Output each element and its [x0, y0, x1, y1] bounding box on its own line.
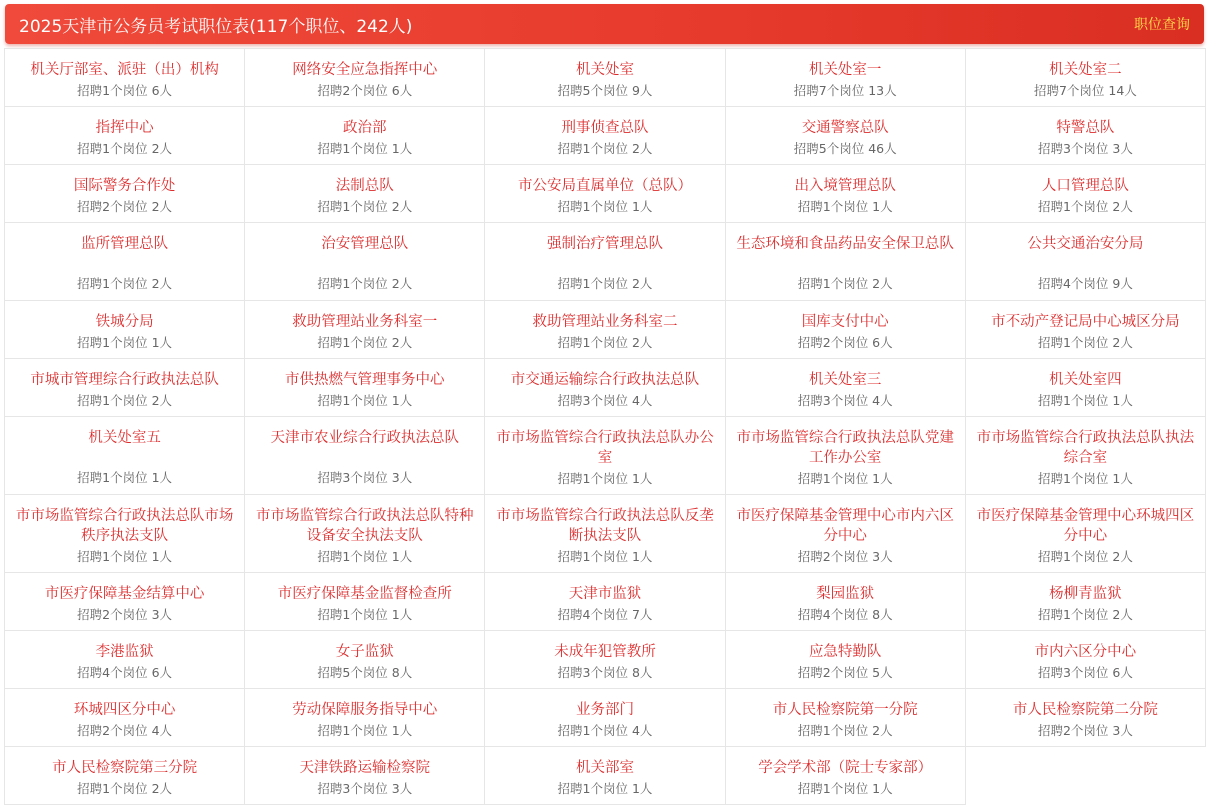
unit-cell	[5, 165, 245, 223]
unit-name-link[interactable]: 市供热燃气管理事务中心	[285, 372, 445, 388]
unit-name-link[interactable]: 政治部	[343, 120, 387, 136]
unit-cell	[966, 417, 1206, 495]
unit-cell	[245, 359, 485, 417]
unit-cell	[726, 573, 966, 631]
unit-name-link[interactable]: 天津铁路运输检察院	[299, 760, 431, 776]
unit-recruit-info: 招聘1个岗位 1人	[317, 549, 413, 564]
unit-name-link[interactable]: 市人民检察院第三分院	[52, 760, 198, 776]
unit-recruit-info: 招聘7个岗位 14人	[1033, 83, 1137, 98]
unit-recruit-info: 招聘1个岗位 6人	[77, 83, 173, 98]
unit-recruit-info: 招聘1个岗位 2人	[557, 141, 653, 156]
unit-recruit-info: 招聘3个岗位 8人	[557, 665, 653, 680]
unit-cell	[5, 417, 245, 495]
unit-recruit-info: 招聘1个岗位 1人	[557, 199, 653, 214]
unit-recruit-info: 招聘1个岗位 1人	[317, 607, 413, 622]
unit-name-link[interactable]: 杨柳青监狱	[1049, 586, 1122, 602]
unit-name-link[interactable]: 国际警务合作处	[73, 178, 176, 194]
unit-recruit-info: 招聘3个岗位 3人	[317, 470, 413, 485]
unit-name-link[interactable]: 网络安全应急指挥中心	[292, 62, 438, 78]
unit-cell	[966, 495, 1206, 573]
unit-recruit-info: 招聘1个岗位 2人	[77, 393, 173, 408]
unit-name-link[interactable]: 指挥中心	[95, 120, 154, 136]
unit-name-link[interactable]: 业务部门	[575, 702, 634, 718]
unit-cell	[726, 107, 966, 165]
unit-recruit-info: 招聘1个岗位 2人	[1037, 549, 1133, 564]
unit-name-link[interactable]: 机关处室五	[88, 430, 161, 446]
unit-name-link[interactable]: 机关处室三	[808, 372, 882, 388]
unit-recruit-info: 招聘1个岗位 2人	[557, 335, 653, 350]
unit-name-link[interactable]: 法制总队	[335, 178, 394, 194]
unit-cell	[5, 747, 245, 805]
unit-name-link[interactable]: 市内六区分中心	[1034, 644, 1137, 660]
unit-recruit-info: 招聘2个岗位 6人	[797, 335, 893, 350]
unit-cell	[726, 223, 966, 301]
unit-cell	[726, 631, 966, 689]
unit-cell	[966, 689, 1206, 747]
unit-name-link[interactable]: 市市场监管综合行政执法总队特种设备安全执法支队	[256, 508, 474, 544]
unit-cell	[5, 301, 245, 359]
unit-name-link[interactable]: 应急特勤队	[808, 644, 882, 660]
unit-name-link[interactable]: 交通警察总队	[801, 120, 889, 136]
unit-recruit-info: 招聘1个岗位 1人	[77, 549, 173, 564]
unit-recruit-info: 招聘1个岗位 1人	[797, 471, 893, 486]
unit-name-link[interactable]: 特警总队	[1056, 120, 1115, 136]
unit-recruit-info: 招聘1个岗位 1人	[557, 549, 653, 564]
unit-name-link[interactable]: 未成年犯管教所	[554, 644, 656, 660]
unit-cell	[726, 689, 966, 747]
unit-recruit-info: 招聘1个岗位 2人	[797, 276, 893, 291]
unit-cell	[485, 573, 725, 631]
unit-cell	[485, 689, 725, 747]
unit-recruit-info: 招聘1个岗位 2人	[1037, 199, 1133, 214]
unit-recruit-info: 招聘1个岗位 2人	[77, 781, 173, 796]
unit-name-link[interactable]: 机关厅部室、派驻（出）机构	[30, 62, 219, 78]
unit-recruit-info: 招聘1个岗位 1人	[797, 781, 893, 796]
unit-recruit-info: 招聘2个岗位 5人	[797, 665, 893, 680]
unit-cell	[726, 301, 966, 359]
unit-recruit-info: 招聘7个岗位 13人	[793, 83, 897, 98]
unit-cell	[966, 573, 1206, 631]
unit-name-link[interactable]: 市市场监管综合行政执法总队党建工作办公室	[736, 430, 954, 466]
unit-recruit-info: 招聘5个岗位 46人	[793, 141, 897, 156]
unit-recruit-info: 招聘1个岗位 1人	[77, 335, 173, 350]
unit-cell	[485, 301, 725, 359]
unit-name-link[interactable]: 机关处室四	[1049, 372, 1122, 388]
unit-recruit-info: 招聘3个岗位 6人	[1037, 665, 1133, 680]
unit-name-link[interactable]: 机关处室二	[1049, 62, 1122, 78]
unit-cell	[485, 359, 725, 417]
unit-name-link[interactable]: 环城四区分中心	[73, 702, 176, 718]
unit-name-link[interactable]: 市人民检察院第二分院	[1012, 702, 1158, 718]
unit-cell	[245, 495, 485, 573]
unit-cell	[485, 495, 725, 573]
unit-recruit-info: 招聘3个岗位 3人	[317, 781, 413, 796]
unit-cell	[726, 359, 966, 417]
unit-recruit-info: 招聘5个岗位 9人	[557, 83, 653, 98]
unit-recruit-info: 招聘3个岗位 3人	[1037, 141, 1133, 156]
unit-recruit-info: 招聘1个岗位 1人	[317, 393, 413, 408]
unit-recruit-info: 招聘1个岗位 1人	[1037, 471, 1133, 486]
unit-cell	[5, 223, 245, 301]
unit-recruit-info: 招聘1个岗位 2人	[77, 276, 173, 291]
page-title: 2025天津市公务员考试职位表(117个职位、242人)	[19, 16, 413, 37]
unit-name-link[interactable]: 市市场监管综合行政执法总队市场秩序执法支队	[15, 508, 234, 544]
unit-recruit-info: 招聘3个岗位 4人	[557, 393, 653, 408]
unit-recruit-info: 招聘1个岗位 1人	[77, 470, 173, 485]
unit-name-link[interactable]: 天津市农业综合行政执法总队	[270, 430, 460, 446]
unit-name-link[interactable]: 监所管理总队	[81, 236, 169, 252]
unit-recruit-info: 招聘1个岗位 2人	[797, 723, 893, 738]
unit-cell	[966, 165, 1206, 223]
empty-cell	[966, 747, 1206, 805]
unit-name-link[interactable]: 天津市监狱	[568, 586, 642, 602]
unit-name-link[interactable]: 刑事侦查总队	[561, 120, 649, 136]
unit-cell	[245, 573, 485, 631]
unit-name-link[interactable]: 公共交通治安分局	[1027, 236, 1144, 252]
unit-cell	[485, 223, 725, 301]
unit-name-link[interactable]: 市市场监管综合行政执法总队反垄断执法支队	[496, 508, 714, 544]
position-grid	[4, 48, 1206, 805]
unit-cell	[5, 689, 245, 747]
unit-recruit-info: 招聘4个岗位 9人	[1037, 276, 1133, 291]
unit-cell	[245, 417, 485, 495]
unit-name-link[interactable]: 铁城分局	[95, 314, 154, 330]
unit-cell	[485, 747, 725, 805]
unit-cell	[5, 631, 245, 689]
unit-cell	[5, 49, 245, 107]
position-query-link[interactable]: 职位查询	[1134, 17, 1190, 33]
unit-cell	[245, 49, 485, 107]
unit-cell	[966, 223, 1206, 301]
unit-name-link[interactable]: 李港监狱	[95, 644, 154, 660]
unit-cell	[966, 359, 1206, 417]
unit-cell	[245, 107, 485, 165]
unit-name-link[interactable]: 市不动产登记局中心城区分局	[991, 314, 1180, 330]
unit-name-link[interactable]: 市医疗保障基金监督检查所	[277, 586, 452, 602]
unit-cell	[966, 49, 1206, 107]
unit-name-link[interactable]: 治安管理总队	[321, 236, 409, 252]
unit-cell	[726, 747, 966, 805]
unit-cell	[726, 49, 966, 107]
unit-cell	[245, 631, 485, 689]
unit-cell	[485, 631, 725, 689]
unit-recruit-info: 招聘2个岗位 2人	[77, 199, 173, 214]
unit-recruit-info: 招聘1个岗位 4人	[557, 723, 653, 738]
unit-cell	[485, 417, 725, 495]
unit-cell	[485, 165, 725, 223]
unit-recruit-info: 招聘1个岗位 2人	[557, 276, 653, 291]
unit-recruit-info: 招聘3个岗位 4人	[797, 393, 893, 408]
unit-cell	[245, 747, 485, 805]
unit-name-link[interactable]: 国库支付中心	[801, 314, 889, 330]
unit-cell	[245, 301, 485, 359]
unit-name-link[interactable]: 市公安局直属单位（总队）	[517, 178, 692, 194]
unit-cell	[726, 165, 966, 223]
unit-recruit-info: 招聘1个岗位 1人	[317, 141, 413, 156]
unit-cell	[966, 631, 1206, 689]
unit-name-link[interactable]: 市市场监管综合行政执法总队执法综合室	[976, 430, 1195, 466]
unit-cell	[5, 107, 245, 165]
unit-recruit-info: 招聘1个岗位 2人	[317, 335, 413, 350]
unit-cell	[726, 495, 966, 573]
unit-name-link[interactable]: 市医疗保障基金管理中心市内六区分中心	[736, 508, 954, 544]
unit-recruit-info: 招聘1个岗位 1人	[797, 199, 893, 214]
unit-cell	[966, 301, 1206, 359]
unit-recruit-info: 招聘5个岗位 8人	[317, 665, 413, 680]
unit-name-link[interactable]: 学会学术部（院士专家部）	[758, 760, 933, 776]
unit-recruit-info: 招聘2个岗位 3人	[1037, 723, 1133, 738]
unit-recruit-info: 招聘2个岗位 3人	[797, 549, 893, 564]
unit-name-link[interactable]: 机关处室	[575, 62, 634, 78]
unit-cell	[245, 223, 485, 301]
unit-recruit-info: 招聘1个岗位 2人	[1037, 335, 1133, 350]
unit-recruit-info: 招聘2个岗位 6人	[317, 83, 413, 98]
unit-name-link[interactable]: 人口管理总队	[1041, 178, 1129, 194]
unit-name-link[interactable]: 市医疗保障基金结算中心	[44, 586, 205, 602]
unit-name-link[interactable]: 市人民检察院第一分院	[772, 702, 918, 718]
unit-name-link[interactable]: 机关处室一	[808, 62, 882, 78]
unit-cell	[5, 573, 245, 631]
unit-name-link[interactable]: 救助管理站业务科室二	[532, 314, 678, 330]
unit-name-link[interactable]: 女子监狱	[335, 644, 394, 660]
unit-name-link[interactable]: 生态环境和食品药品安全保卫总队	[736, 236, 954, 252]
unit-cell	[485, 49, 725, 107]
unit-recruit-info: 招聘1个岗位 1人	[557, 471, 653, 486]
unit-cell	[5, 359, 245, 417]
unit-cell	[485, 107, 725, 165]
page-header	[5, 4, 1204, 44]
unit-recruit-info: 招聘4个岗位 7人	[557, 607, 653, 622]
unit-name-link[interactable]: 市市场监管综合行政执法总队办公室	[496, 430, 714, 466]
unit-recruit-info: 招聘1个岗位 2人	[317, 276, 413, 291]
unit-recruit-info: 招聘1个岗位 2人	[77, 141, 173, 156]
unit-name-link[interactable]: 救助管理站业务科室一	[292, 314, 438, 330]
unit-name-link[interactable]: 市医疗保障基金管理中心环城四区分中心	[976, 508, 1195, 544]
unit-recruit-info: 招聘1个岗位 1人	[317, 723, 413, 738]
unit-recruit-info: 招聘2个岗位 4人	[77, 723, 173, 738]
unit-cell	[5, 495, 245, 573]
unit-recruit-info: 招聘1个岗位 2人	[1037, 607, 1133, 622]
unit-name-link[interactable]: 梨园监狱	[816, 586, 875, 602]
unit-name-link[interactable]: 强制治疗管理总队	[546, 236, 663, 252]
unit-cell	[726, 417, 966, 495]
unit-cell	[245, 165, 485, 223]
unit-name-link[interactable]: 出入境管理总队	[794, 178, 896, 194]
unit-recruit-info: 招聘1个岗位 1人	[557, 781, 653, 796]
unit-recruit-info: 招聘1个岗位 2人	[317, 199, 413, 214]
unit-name-link[interactable]: 市城市管理综合行政执法总队	[30, 372, 219, 388]
unit-recruit-info: 招聘4个岗位 6人	[77, 665, 173, 680]
unit-recruit-info: 招聘2个岗位 3人	[77, 607, 173, 622]
unit-cell	[245, 689, 485, 747]
unit-recruit-info: 招聘4个岗位 8人	[797, 607, 893, 622]
unit-name-link[interactable]: 机关部室	[575, 760, 634, 776]
unit-cell	[966, 107, 1206, 165]
unit-recruit-info: 招聘1个岗位 1人	[1037, 393, 1133, 408]
unit-name-link[interactable]: 劳动保障服务指导中心	[292, 702, 438, 718]
unit-name-link[interactable]: 市交通运输综合行政执法总队	[510, 372, 700, 388]
